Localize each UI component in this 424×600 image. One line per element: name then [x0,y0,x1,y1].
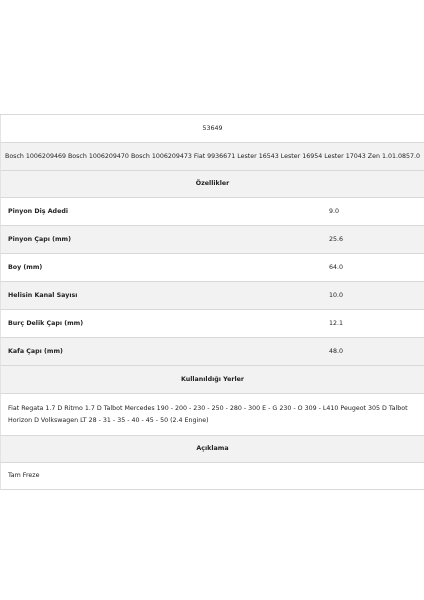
spec-value: 64.0 [329,263,344,271]
description-heading: Açıklama [0,436,424,463]
spec-label: Pinyon Çapı (mm) [8,235,71,243]
spec-row [0,338,424,366]
spec-row [0,254,424,282]
features-heading: Özellikler [0,171,424,198]
spec-label: Burç Delik Çapı (mm) [8,319,84,327]
spec-value: 9.0 [329,207,340,215]
product-spec-table [0,114,424,490]
spec-row [0,282,424,310]
spec-label: Kafa Çapı (mm) [8,347,63,355]
spec-row [0,198,424,226]
spec-value: 10.0 [329,291,344,299]
spec-row [0,226,424,254]
usage-heading: Kullanıldığı Yerler [0,366,424,394]
spec-label: Pinyon Diş Adedi [8,207,69,215]
oem-references: Bosch 1006209469 Bosch 1006209470 Bosch 1006209473 Fiat 9936671 Lester 16543 Lester 16954 Lester 17043 Zen 1.01.0857.0 [0,143,424,171]
description-text: Tam Freze [0,463,424,490]
spec-label: Helisin Kanal Sayısı [8,291,78,299]
spec-label: Boy (mm) [8,263,43,271]
spec-row [0,310,424,338]
spec-value: 48.0 [329,347,344,355]
product-code: 53649 [0,115,424,143]
spec-value: 25.6 [329,235,344,243]
spec-value: 12.1 [329,319,344,327]
usage-text: Fiat Regata 1.7 D Ritmo 1.7 D Talbot Mercedes 190 - 200 - 230 - 250 - 280 - 300 E - G 230 - O 309 - L410 Peugeot 305 D Talbot Horizon D Volkswagen LT 28 - 31 - 35 - 40 - 45 - 50 (2.4 Engine) [0,394,424,436]
